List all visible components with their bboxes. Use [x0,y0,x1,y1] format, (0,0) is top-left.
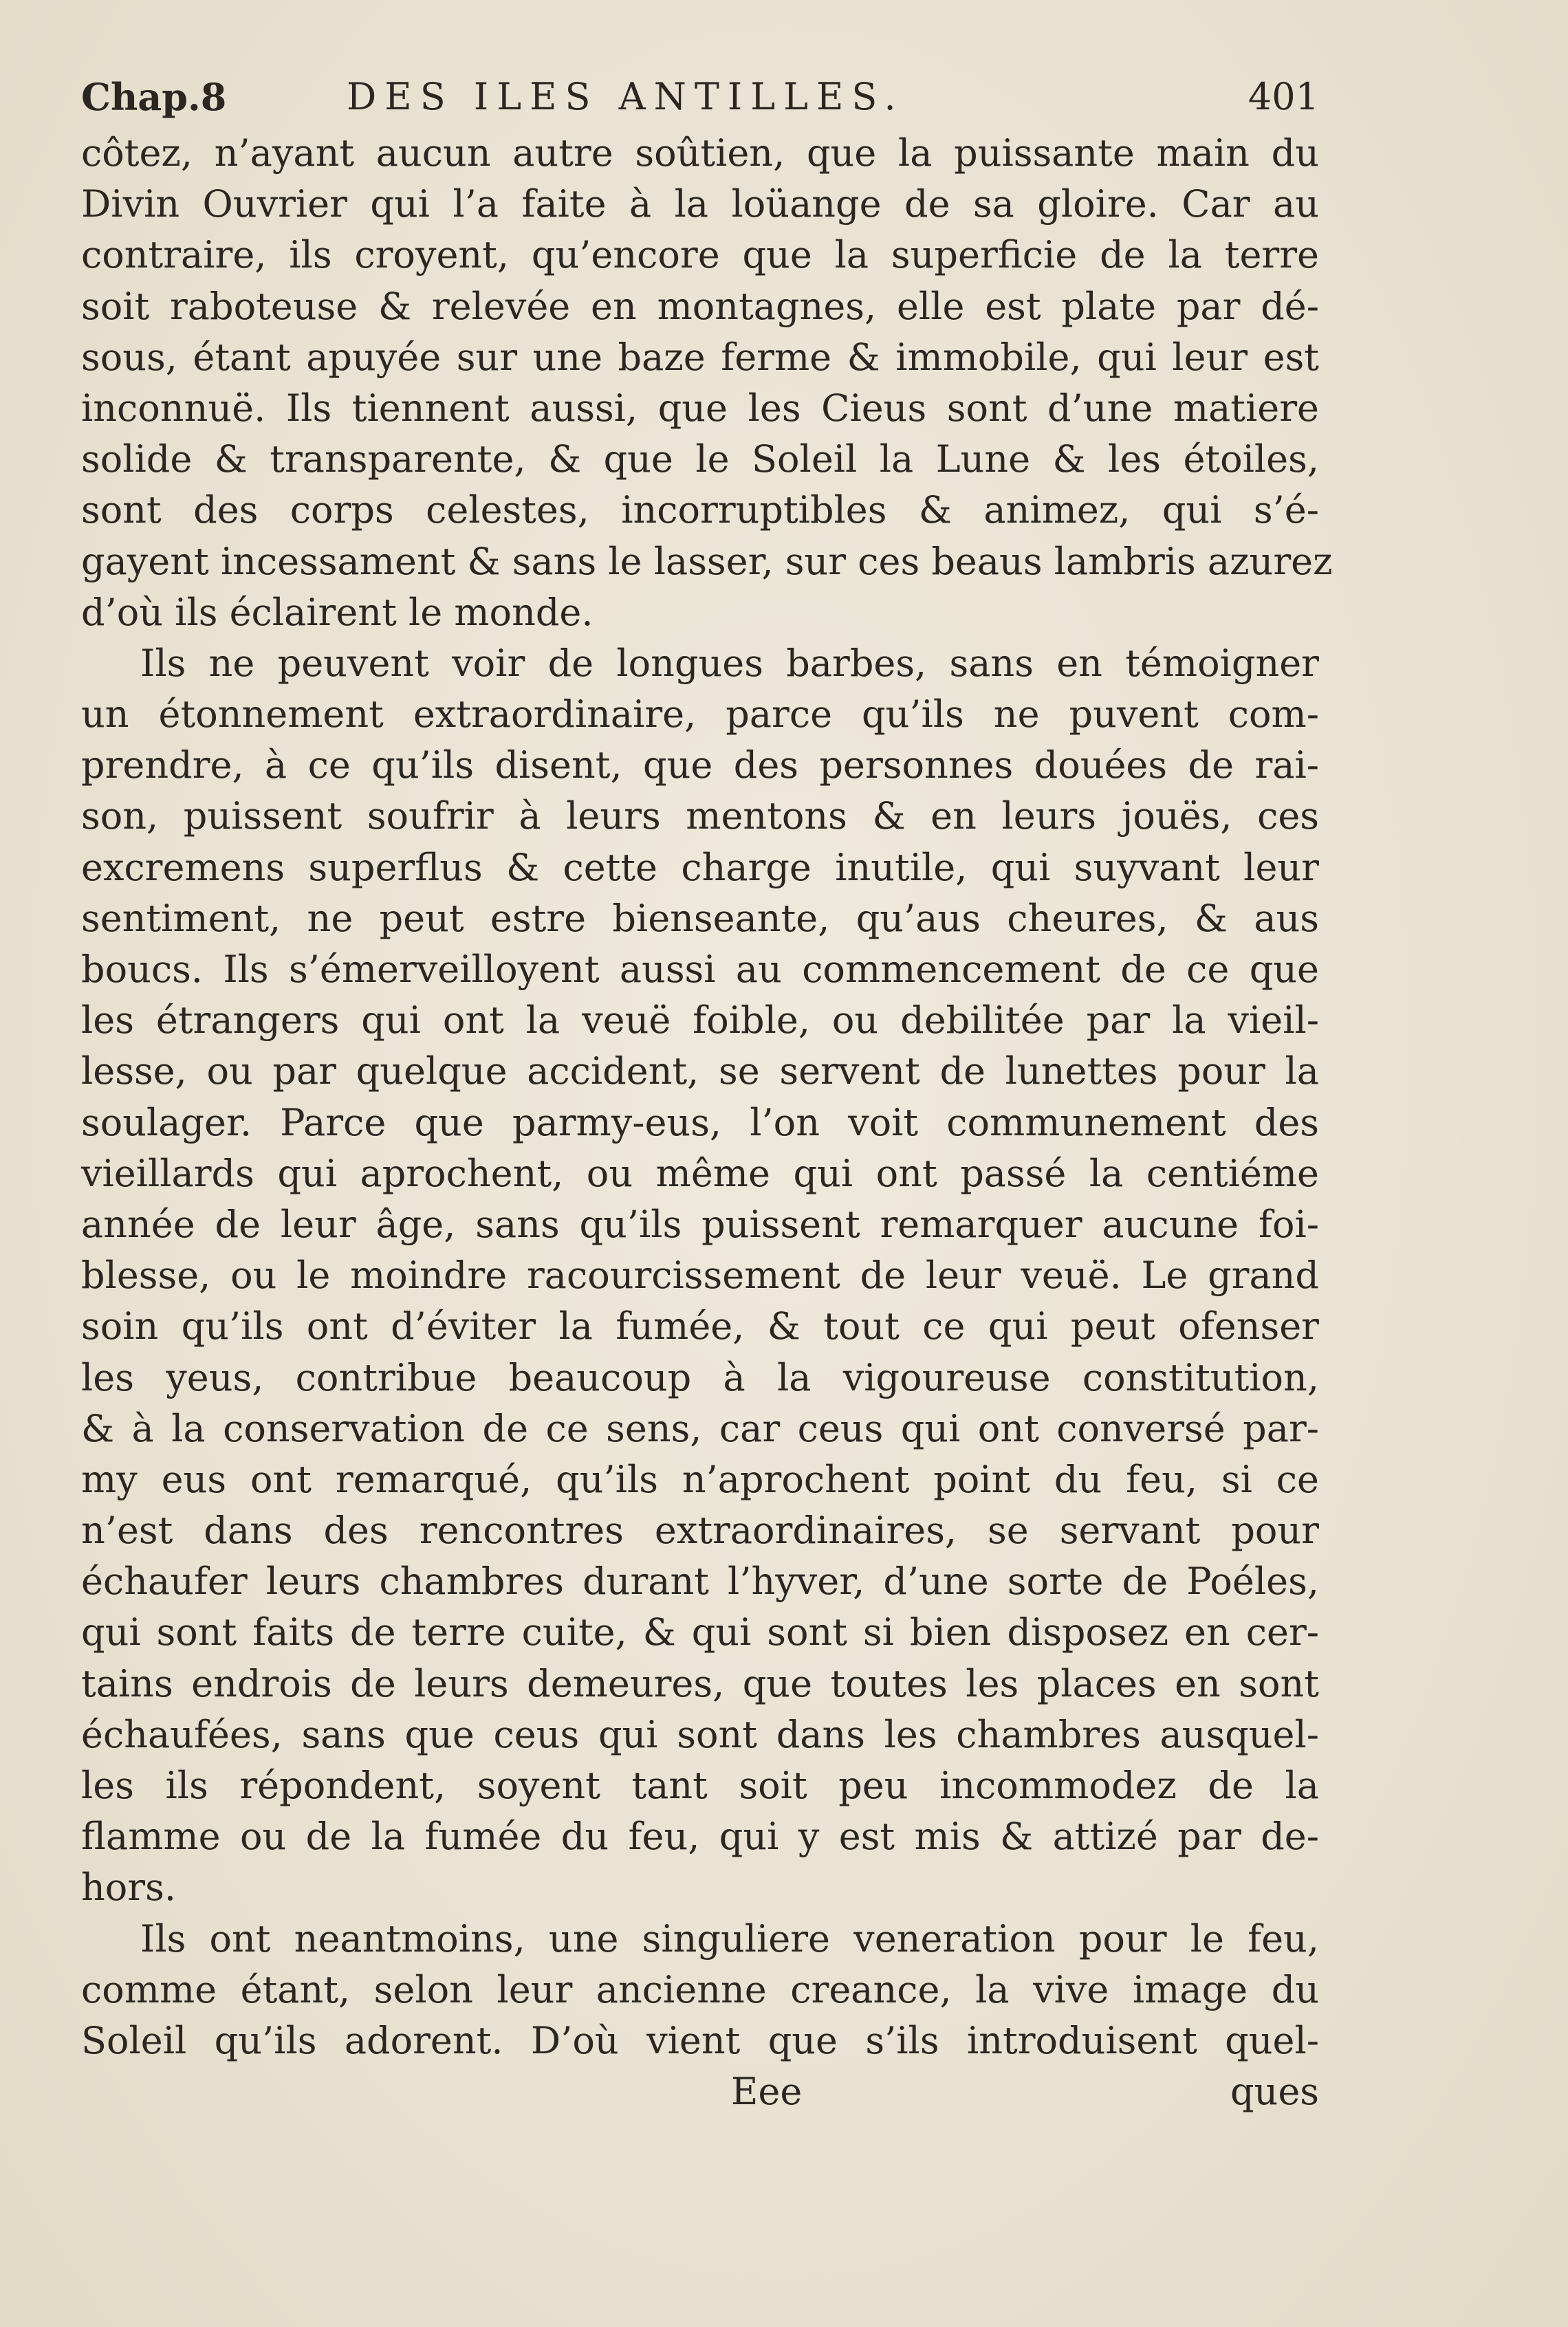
text-line: d’où ils éclairent le monde. [81,590,594,634]
text-line: solide & transparente, & que le Soleil la Lune & les étoiles, [81,437,1319,481]
text-line: soin qu’ils ont d’éviter la fumée, & tout ce qui peut ofenser [81,1304,1319,1348]
paragraph [81,638,1319,1914]
text-line: sous, étant apuyée sur une baze ferme & immobile, qui leur est [81,335,1319,379]
text-line: soit raboteuse & relevée en montagnes, elle est plate par dé- [81,284,1319,328]
text-line: & à la conservation de ce sens, car ceus qui ont conversé par- [81,1406,1319,1450]
text-line: my eus ont remarqué, qu’ils n’aprochent point du feu, si ce [81,1457,1319,1501]
text-line: boucs. Ils s’émerveilloyent aussi au commencement de ce que [81,948,1319,991]
catchword: ques [1230,2070,1319,2114]
text-line: prendre, à ce qu’ils disent, que des personnes douées de rai- [81,743,1319,787]
text-line: Ils ne peuvent voir de longues barbes, sans en témoigner [140,641,1319,685]
text-line: soulager. Parce que parmy-eus, l’on voit communement des [81,1100,1319,1144]
text-line: échaufer leurs chambres durant l’hyver, d’une sorte de Poéles, [81,1560,1319,1604]
text-line: Divin Ouvrier qui l’a faite à la loüange de sa gloire. Car au [81,182,1319,226]
text-line: blesse, ou le moindre racourcissement de leur veuë. Le grand [81,1254,1319,1298]
text-line: hors. [81,1866,176,1910]
text-line: gayent incessament & sans le lasser, sur ces beaus lambris azurez [81,539,1333,583]
running-head [81,66,1319,128]
text-line: Soleil qu’ils adorent. D’où vient que s’ils introduisent quel- [81,2018,1319,2062]
text-line: les ils répondent, soyent tant soit peu incommodez de la [81,1764,1319,1807]
text-line: les yeus, contribue beaucoup à la vigoureuse constitution, [81,1355,1319,1399]
text-line: Ils ont neantmoins, une singuliere veneration pour le feu, [140,1916,1319,1960]
text-line: sont des corps celestes, incorruptibles & animez, qui s’é- [81,488,1319,532]
text-line: flamme ou de la fumée du feu, qui y est mis & attizé par de- [81,1815,1319,1859]
text-line: son, puissent soufrir à leurs mentons & en leurs jouës, ces [81,794,1319,838]
text-line: n’est dans des rencontres extraordinaires, se servant pour [81,1509,1319,1553]
text-line: excremens superflus & cette charge inutile, qui suyvant leur [81,845,1319,889]
text-line: côtez, n’ayant aucun autre soûtien, que la puissante main du [81,131,1319,175]
signature-mark: Eee [731,2070,803,2114]
paragraph [81,128,1333,638]
text-line: contraire, ils croyent, qu’encore que la superficie de la terre [81,233,1319,277]
running-title: DES ILES ANTILLES. [347,75,904,118]
text-line: un étonnement extraordinaire, parce qu’ils ne puvent com- [81,692,1319,736]
text-block [81,66,1333,2117]
text-line: lesse, ou par quelque accident, se servent de lunettes pour la [81,1049,1319,1093]
text-line: échaufées, sans que ceus qui sont dans les chambres ausquel- [81,1712,1319,1756]
chapter-label: Chap.8 [81,75,227,119]
text-line: sentiment, ne peut estre bienseante, qu’aus cheures, & aus [81,896,1319,940]
text-line: vieillards qui aprochent, ou même qui ont passé la centiéme [81,1151,1319,1195]
text-line: les étrangers qui ont la veuë foible, ou debilitée par la vieil- [81,998,1319,1042]
page-number: 401 [1248,75,1319,118]
paragraph [81,1914,1319,2067]
page-footer [81,2066,1319,2117]
text-line: inconnuë. Ils tiennent aussi, que les Cieus sont d’une matiere [81,386,1319,430]
text-line: tains endrois de leurs demeures, que toutes les places en sont [81,1661,1319,1705]
text-line: comme étant, selon leur ancienne creance, la vive image du [81,1967,1319,2011]
text-line: année de leur âge, sans qu’ils puissent remarquer aucune foi- [81,1202,1319,1246]
text-line: qui sont faits de terre cuite, & qui sont si bien disposez en cer- [81,1610,1319,1654]
